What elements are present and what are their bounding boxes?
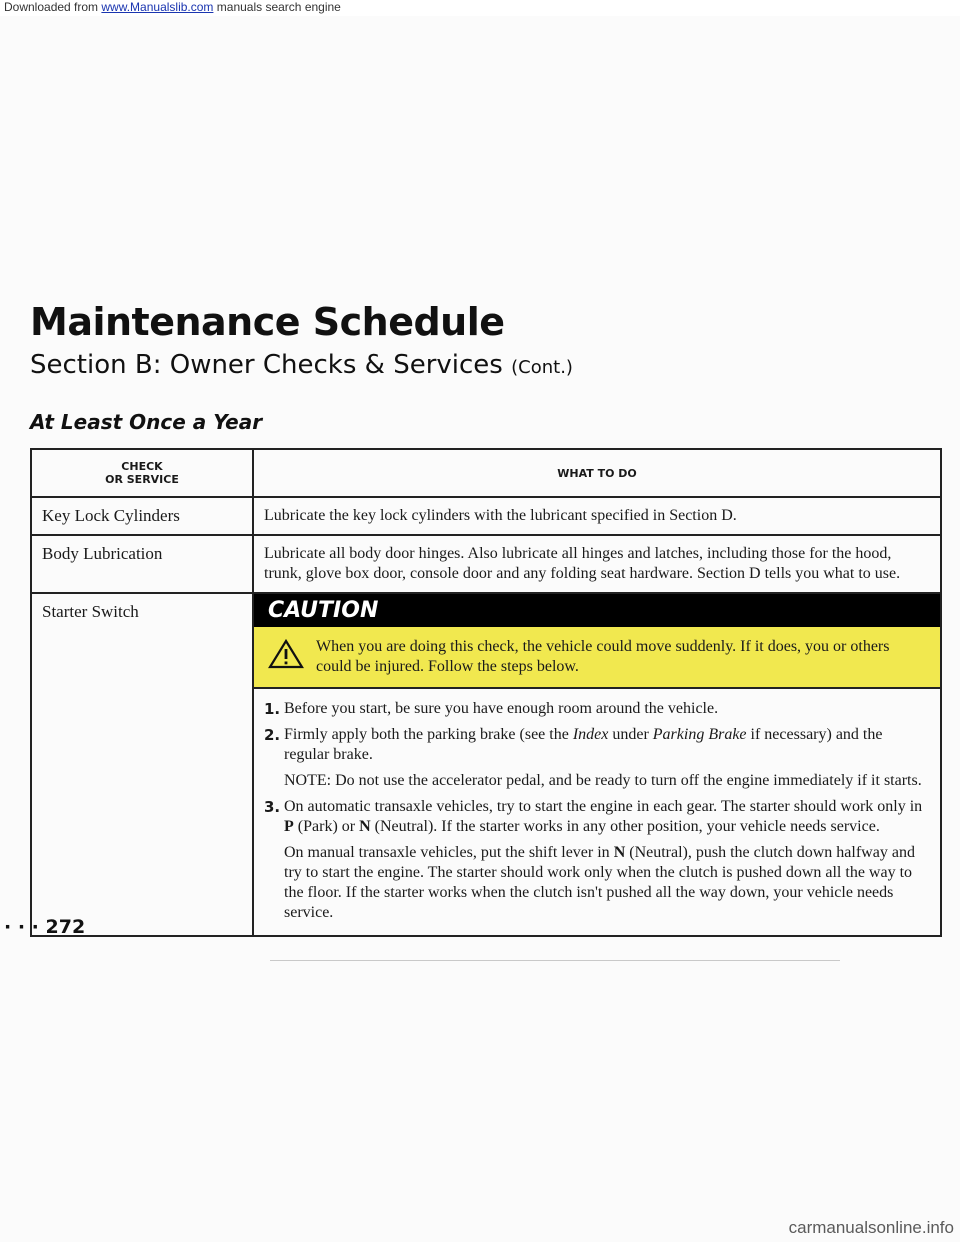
check-cell: Starter Switch [31, 593, 253, 936]
header-suffix: manuals search engine [213, 0, 341, 14]
manual-paragraph: On manual transaxle vehicles, put the shift lever in N (Neutral), push the clutch down halfway and try to start the engine. The starter should work only when the clutch is pushed down all the way to the floor. If the starter works when the clutch isn't pushed all the way down, your vehicle needs service. [284, 844, 915, 921]
col-header-what: WHAT TO DO [253, 449, 941, 497]
section-main: Section B: Owner Checks & Services [30, 350, 512, 380]
table-row [31, 593, 941, 936]
schedule-table [30, 448, 942, 937]
page-number: · · · 272 [4, 916, 86, 938]
subheading: At Least Once a Year [30, 410, 263, 434]
what-cell: Lubricate the key lock cylinders with the lubricant specified in Section D. [253, 497, 941, 535]
col-header-check: CHECK OR SERVICE [31, 449, 253, 497]
footer-watermark: carmanualsonline.info [788, 1218, 954, 1237]
steps-list [254, 689, 940, 935]
list-item: 1. Before you start, be sure you have enough room around the vehicle. [264, 700, 719, 718]
what-cell: Lubricate all body door hinges. Also lubricate all hinges and latches, including those for the hood, trunk, glove box door, console door and any folding seat hardware. Section D tells you what to use. [253, 535, 941, 593]
table-row [31, 497, 941, 535]
list-item: 2. Firmly apply both the parking brake (see the Index under Parking Brake if necessary) and the regular brake. [264, 726, 883, 763]
caution-text: When you are doing this check, the vehicle could move suddenly. If it does, you or others could be injured. Follow the steps below. [316, 638, 890, 675]
list-item: 3. On automatic transaxle vehicles, try to start the engine in each gear. The starter should work only in P (Park) or N (Neutral). If the starter works in any other position, your vehicle needs service. [264, 798, 923, 835]
check-cell: Key Lock Cylinders [31, 497, 253, 535]
caution-box [254, 627, 940, 689]
warning-triangle-icon [268, 639, 304, 669]
caution-label: CAUTION [254, 594, 940, 627]
header-prefix: Downloaded from [4, 0, 102, 14]
table-row [31, 535, 941, 593]
note-paragraph: NOTE: Do not use the accelerator pedal, and be ready to turn off the engine immediately if it starts. [284, 772, 922, 789]
section-cont: (Cont.) [511, 357, 573, 378]
what-cell [253, 593, 941, 936]
page-title: Maintenance Schedule [30, 300, 505, 344]
divider [270, 960, 840, 961]
check-cell: Body Lubrication [31, 535, 253, 593]
download-header [0, 0, 960, 16]
manualslib-link[interactable]: www.Manualslib.com [101, 0, 214, 14]
table-header-row [31, 449, 941, 497]
section-title [30, 350, 573, 380]
